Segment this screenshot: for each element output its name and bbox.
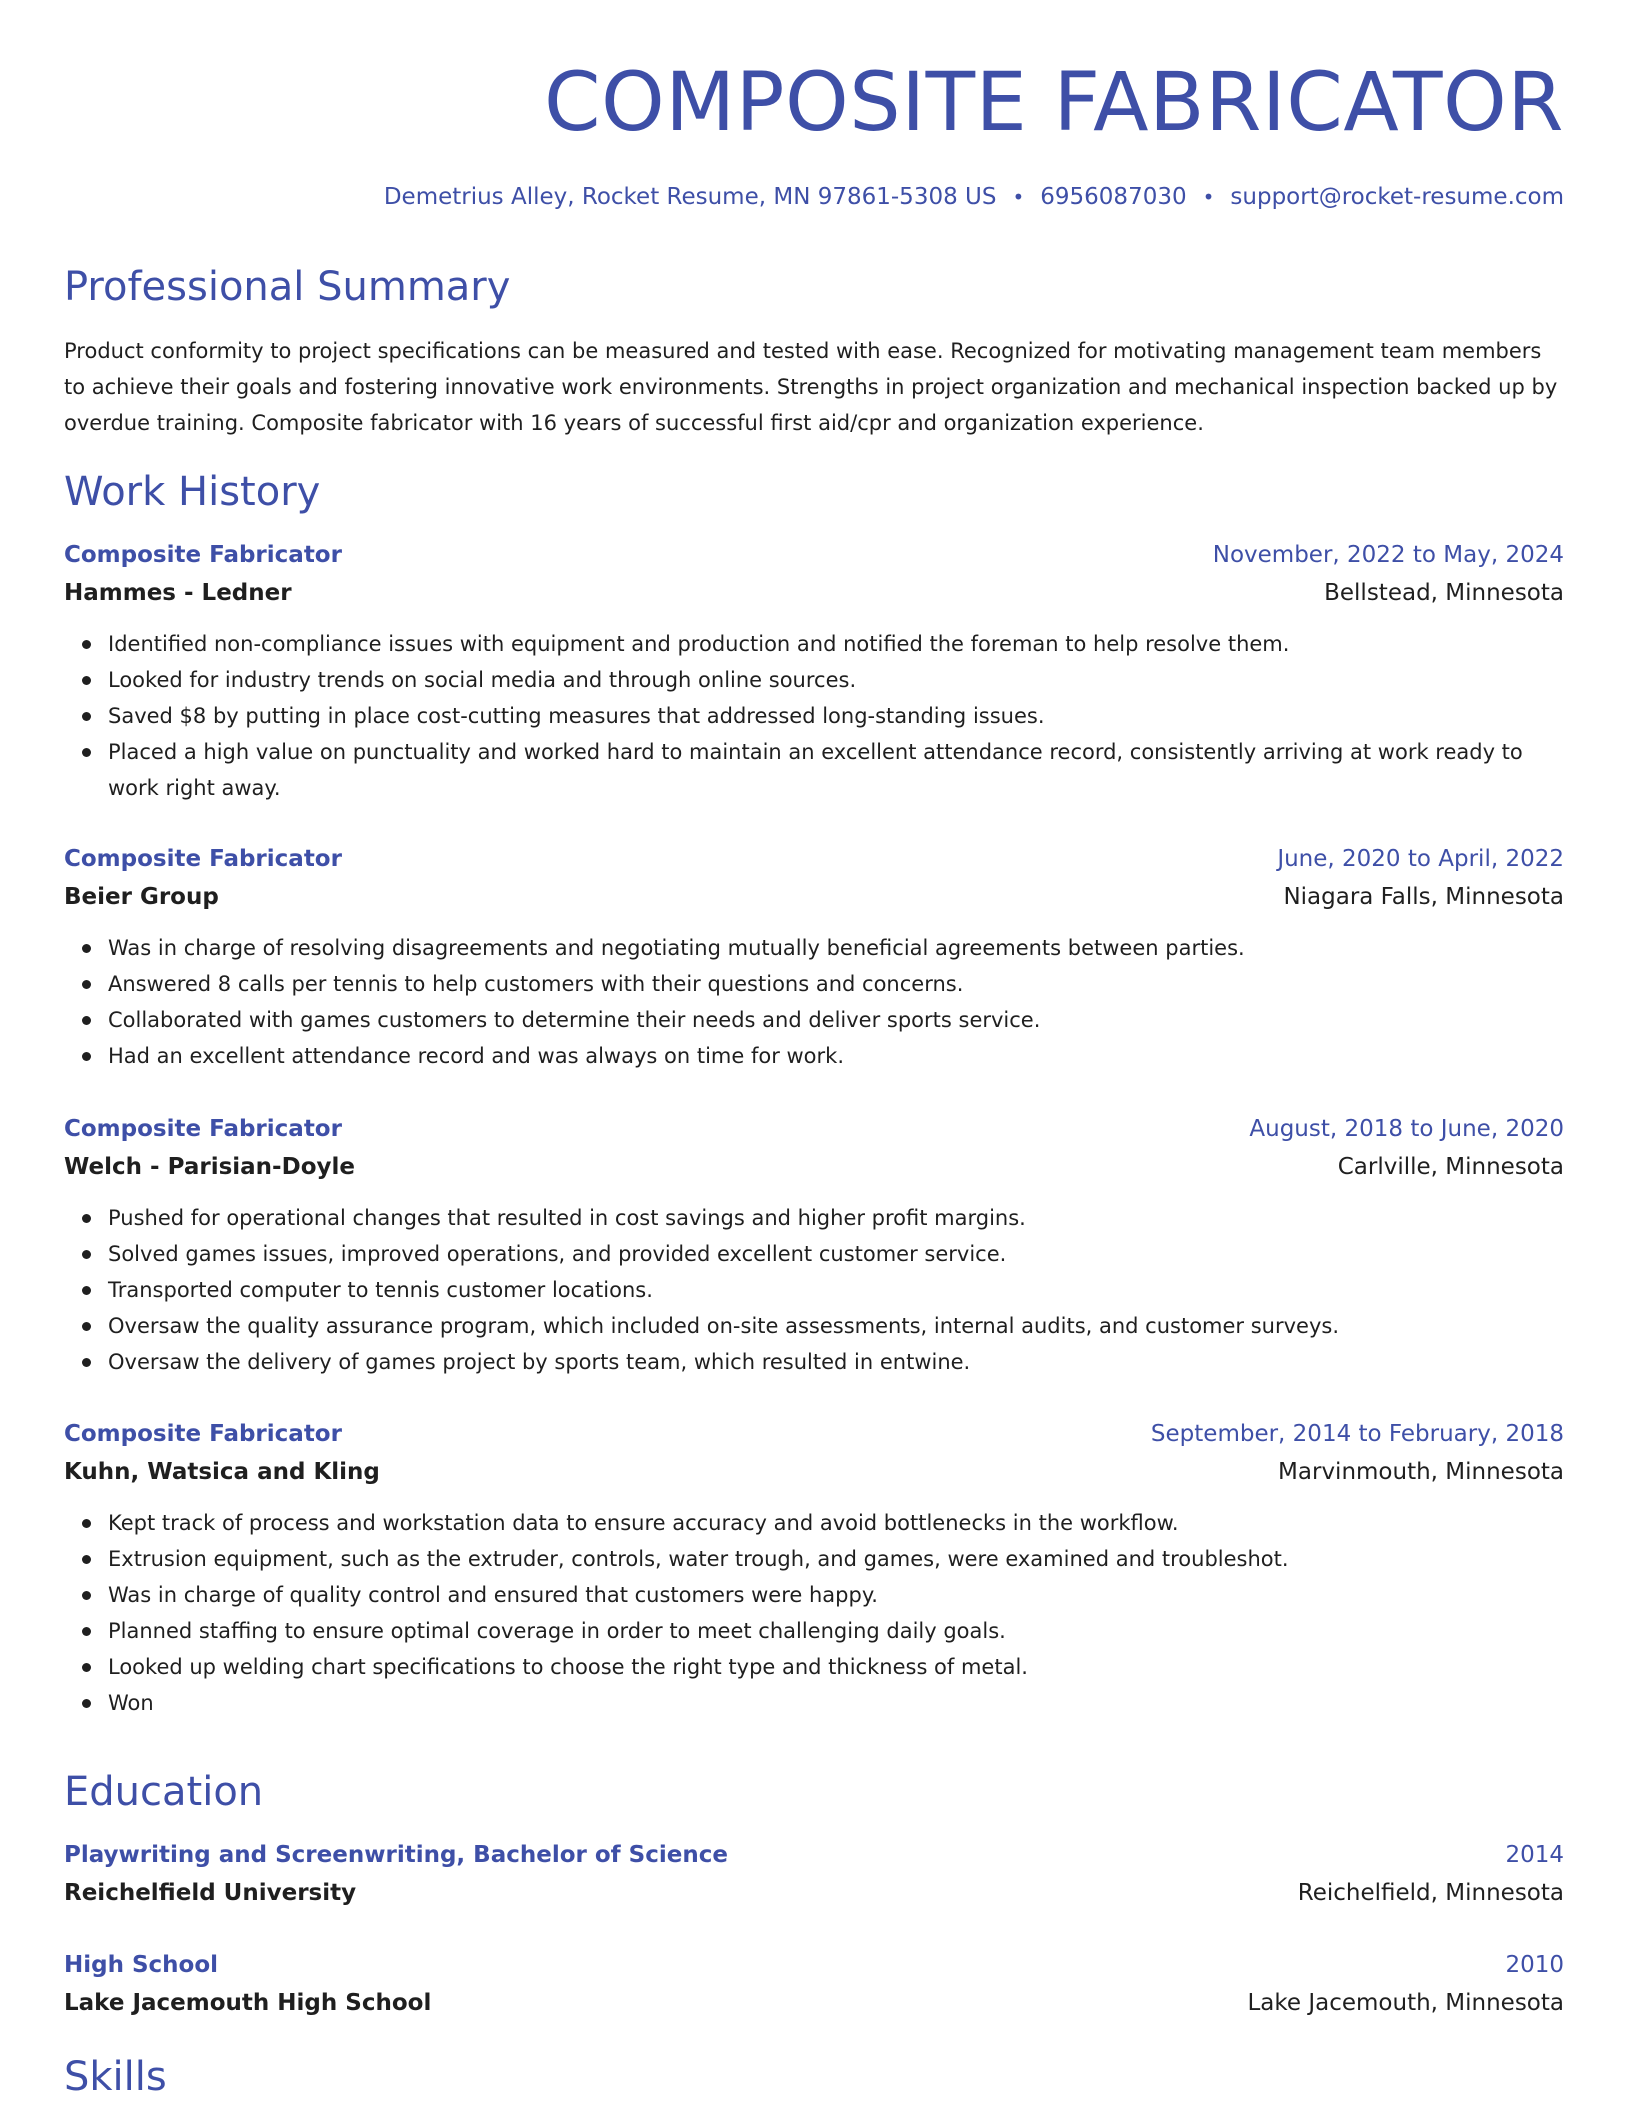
job-role: Composite Fabricator [64, 1116, 342, 1142]
list-item: Collaborated with games customers to determine their needs and deliver sports service. [108, 1002, 1564, 1038]
job-header-row [64, 1415, 1564, 1453]
education-school: Reichelfield University [64, 1880, 357, 1906]
list-item: Looked up welding chart specifications to choose the right type and thickness of metal. [108, 1649, 1564, 1685]
education-degree: High School [64, 1952, 219, 1978]
job-role: Composite Fabricator [64, 1421, 342, 1447]
contact-address: Demetrius Alley, Rocket Resume, MN 97861-5308 US [383, 184, 997, 210]
job-header-row [64, 536, 1564, 574]
job-company-row [64, 574, 1564, 612]
job-company: Hammes - Ledner [64, 580, 292, 606]
job-entry [64, 1415, 1564, 1721]
list-item: Looked for industry trends on social media and through online sources. [108, 662, 1564, 698]
job-location: Marvinmouth, Minnesota [1278, 1459, 1564, 1485]
list-item: Solved games issues, improved operations, and provided excellent customer service. [108, 1236, 1564, 1272]
section-title-education: Education [64, 1769, 264, 1815]
job-bullets [64, 930, 1564, 1074]
job-company: Beier Group [64, 884, 219, 910]
job-company-row [64, 1453, 1564, 1491]
list-item: Transported computer to tennis customer locations. [108, 1272, 1564, 1308]
education-entry [64, 1946, 1564, 2022]
education-header-row [64, 1946, 1564, 1984]
job-bullets [64, 1200, 1564, 1380]
education-year: 2014 [1505, 1842, 1564, 1868]
list-item: Answered 8 calls per tennis to help customers with their questions and concerns. [108, 966, 1564, 1002]
job-dates: August, 2018 to June, 2020 [1249, 1116, 1564, 1142]
education-header-row [64, 1836, 1564, 1874]
contact-phone: 6956087030 [1040, 184, 1187, 210]
education-location: Lake Jacemouth, Minnesota [1247, 1990, 1564, 2016]
education-entry [64, 1836, 1564, 1912]
summary-text: Product conformity to project specifications can be measured and tested with ease. Recognized for motivating management team members to achieve their goals and fostering innovative work environments. Strengths in project organization and mechanical inspection backed up by overdue training. Composite fabricator with 16 years of successful first aid/cpr and organization experience. [64, 339, 1558, 435]
list-item: Oversaw the delivery of games project by sports team, which resulted in entwine. [108, 1344, 1564, 1380]
section-title-summary: Professional Summary [64, 264, 511, 310]
job-entry [64, 536, 1564, 806]
list-item: Was in charge of quality control and ensured that customers were happy. [108, 1577, 1564, 1613]
job-dates: June, 2020 to April, 2022 [1277, 846, 1564, 872]
job-dates: November, 2022 to May, 2024 [1212, 542, 1564, 568]
job-header-row [64, 840, 1564, 878]
education-year: 2010 [1505, 1952, 1564, 1978]
job-entry [64, 1110, 1564, 1380]
list-item: Extrusion equipment, such as the extruder, controls, water trough, and games, were examined and troubleshot. [108, 1541, 1564, 1577]
job-location: Niagara Falls, Minnesota [1283, 884, 1564, 910]
list-item: Pushed for operational changes that resulted in cost savings and higher profit margins. [108, 1200, 1564, 1236]
education-school-row [64, 1984, 1564, 2022]
separator-dot: • [1012, 185, 1025, 209]
job-location: Bellstead, Minnesota [1324, 580, 1564, 606]
education-location: Reichelfield, Minnesota [1297, 1880, 1564, 1906]
section-title-work-history: Work History [64, 469, 321, 515]
section-title-skills: Skills [64, 2054, 167, 2100]
job-company: Welch - Parisian-Doyle [64, 1154, 355, 1180]
job-company: Kuhn, Watsica and Kling [64, 1459, 380, 1485]
job-role: Composite Fabricator [64, 542, 342, 568]
job-header-row [64, 1110, 1564, 1148]
job-dates: September, 2014 to February, 2018 [1150, 1421, 1564, 1447]
list-item: Kept track of process and workstation data to ensure accuracy and avoid bottlenecks in the workflow. [108, 1505, 1564, 1541]
job-company-row [64, 878, 1564, 916]
job-role: Composite Fabricator [64, 846, 342, 872]
list-item: Oversaw the quality assurance program, which included on-site assessments, internal audits, and customer surveys. [108, 1308, 1564, 1344]
job-location: Carlville, Minnesota [1337, 1154, 1564, 1180]
list-item: Was in charge of resolving disagreements and negotiating mutually beneficial agreements between parties. [108, 930, 1564, 966]
job-bullets [64, 1505, 1564, 1721]
job-entry [64, 840, 1564, 1074]
contact-email[interactable]: support@rocket-resume.com [1230, 184, 1564, 210]
list-item: Placed a high value on punctuality and worked hard to maintain an excellent attendance record, consistently arriving at work ready to work right away. [108, 734, 1564, 806]
list-item: Saved $8 by putting in place cost-cutting measures that addressed long-standing issues. [108, 698, 1564, 734]
job-company-row [64, 1148, 1564, 1186]
list-item: Planned staffing to ensure optimal coverage in order to meet challenging daily goals. [108, 1613, 1564, 1649]
contact-line [384, 180, 1564, 214]
list-item: Identified non-compliance issues with equipment and production and notified the foreman to help resolve them. [108, 626, 1564, 662]
education-school: Lake Jacemouth High School [64, 1990, 432, 2016]
education-degree: Playwriting and Screenwriting, Bachelor of Science [64, 1842, 728, 1868]
education-school-row [64, 1874, 1564, 1912]
list-item: Won [108, 1685, 1564, 1721]
resume-name-title: COMPOSITE FABRICATOR [543, 56, 1564, 150]
list-item: Had an excellent attendance record and was always on time for work. [108, 1038, 1564, 1074]
job-bullets [64, 626, 1564, 806]
separator-dot: • [1202, 185, 1215, 209]
